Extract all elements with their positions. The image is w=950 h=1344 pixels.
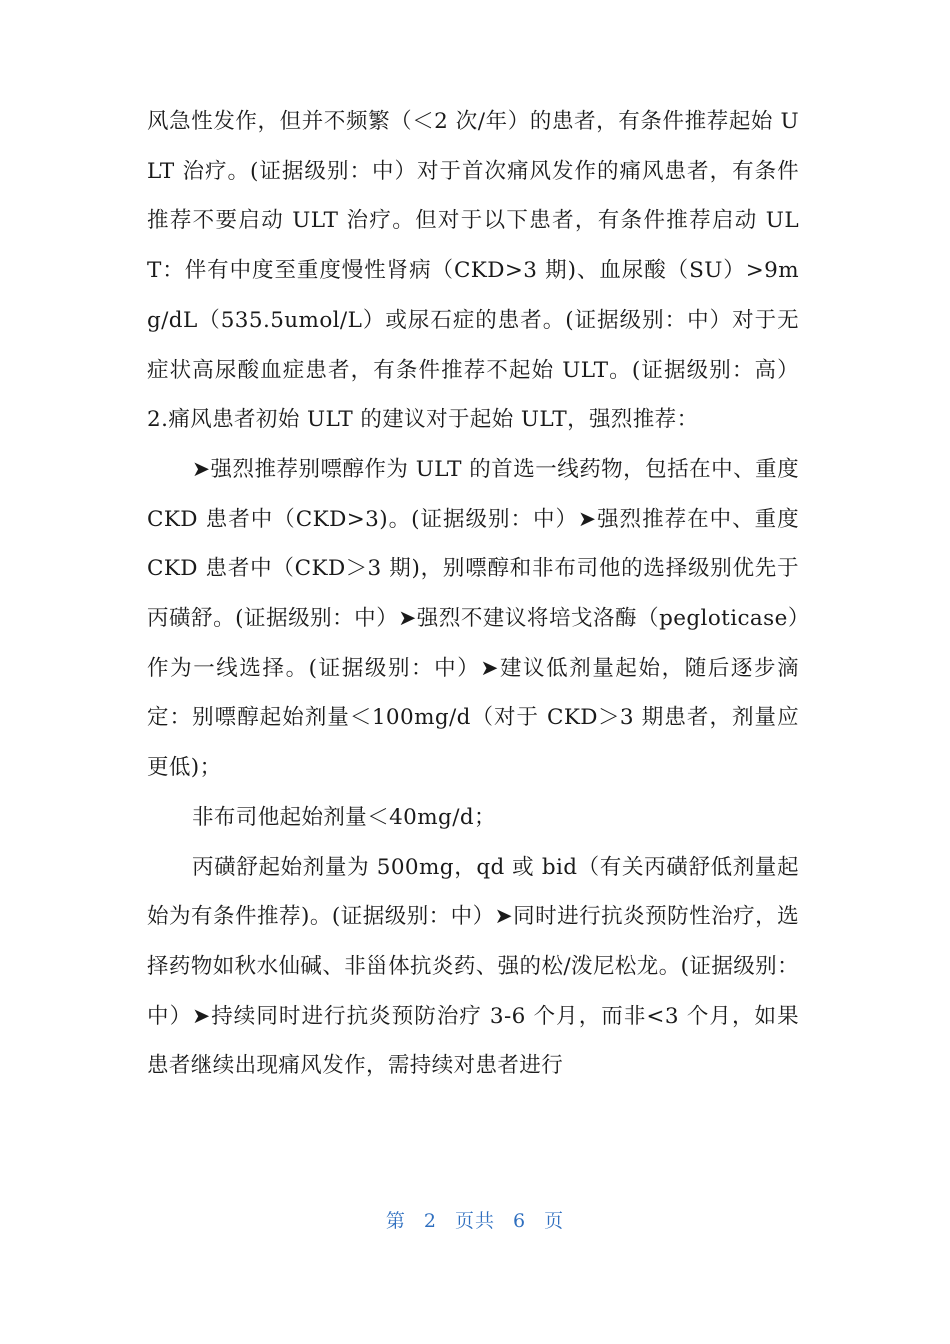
footer-current-page: 2 (423, 1210, 437, 1232)
paragraph-4: 丙磺舒起始剂量为 500mg，qd 或 bid（有关丙磺舒低剂量起始为有条件推荐)。(证据级别：中）➤同时进行抗炎预防性治疗，选择药物如秋水仙碱、非甾体抗炎药、强的松/泼尼松龙。(证据级别：中）➤持续同时进行抗炎预防治疗 3-6 个月，而非<3 个月，如果患者继续出现痛风发作，需持续对患者进行 (147, 854, 799, 1079)
paragraph-2: ➤强烈推荐别嘌醇作为 ULT 的首选一线药物，包括在中、重度 CKD 患者中（CKD>3)。(证据级别：中）➤强烈推荐在中、重度 CKD 患者中（CKD＞3 期)，别嘌醇和非布司他的选择级别优先于丙磺舒。(证据级别：中）➤强烈不建议将培戈洛酶（pegloticase）作为一线选择。(证据级别：中）➤建议低剂量起始，随后逐步滴定：别嘌醇起始剂量＜100mg/d（对于 CKD＞3 期患者，剂量应更低)； (147, 456, 799, 781)
footer-total-pages: 6 (513, 1210, 527, 1232)
footer-prefix: 第 (385, 1210, 406, 1232)
page-footer (0, 1206, 950, 1233)
paragraph-1: 风急性发作，但并不频繁（＜2 次/年）的患者，有条件推荐起始 ULT 治疗。(证据级别：中）对于首次痛风发作的痛风患者，有条件推荐不要启动 ULT 治疗。但对于以下患者，有条件推荐启动 ULT：伴有中度至重度慢性肾病（CKD>3 期)、血尿酸（SU）>9mg/dL（535.5umol/L）或尿石症的患者。(证据级别：中）对于无症状高尿酸血症患者，有条件推荐不起始 ULT。(证据级别：高）2.痛风患者初始 ULT 的建议对于起始 ULT，强烈推荐： (147, 109, 799, 433)
paragraph-3: 非布司他起始剂量＜40mg/d； (192, 804, 496, 830)
document-body (147, 97, 799, 1091)
footer-middle: 页共 (454, 1210, 495, 1232)
footer-suffix: 页 (544, 1210, 565, 1232)
